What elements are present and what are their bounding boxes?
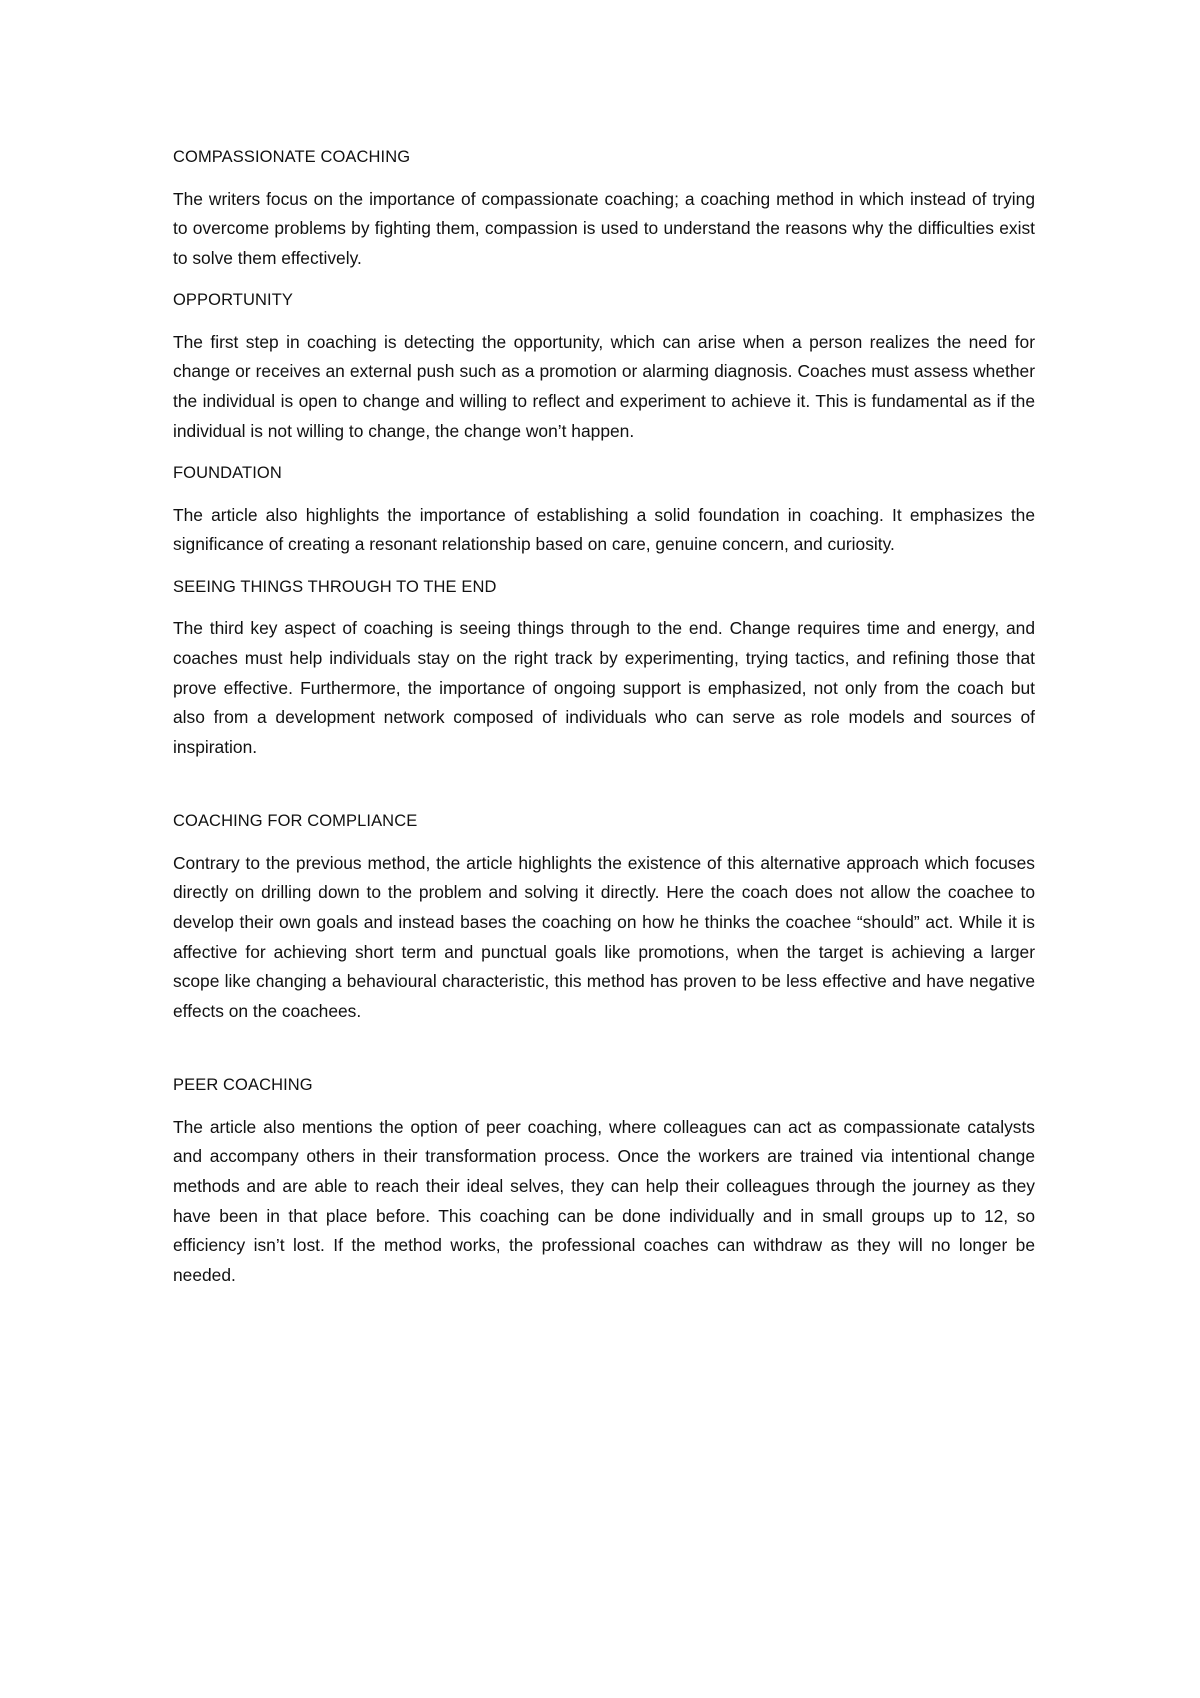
section-paragraph-foundation: The article also highlights the importance of establishing a solid foundation in coaching. It emphasizes the significance of creating a resonant relationship based on care, genuine concern, and curiosity. (173, 504, 1035, 555)
section-heading-foundation: FOUNDATION (173, 464, 282, 483)
section-paragraph-opportunity: The first step in coaching is detecting the opportunity, which can arise when a person realizes the need for change or receives an external push such as a promotion or alarming diagnosis. Coaches must assess whether the individual is open to change and willing to reflect and experiment to achieve it. This is fundamental as if the individual is not willing to change, the change won’t happen. (173, 331, 1035, 441)
section-heading-compassionate-coaching: COMPASSIONATE COACHING (173, 148, 411, 166)
document-body (173, 143, 1035, 1303)
section-heading-peer-coaching: PEER COACHING (173, 1076, 313, 1095)
section-paragraph-peer-coaching: The article also mentions the option of peer coaching, where colleagues can act as compassionate catalysts and accompany others in their transformation process. Once the workers are trained via intentional change methods and are able to reach their ideal selves, they can help their colleagues through the journey as they have been in that place before. This coaching can be done individually and in small groups up to 12, so efficiency isn’t lost. If the method works, the professional coaches can withdraw as they will no longer be needed. (173, 1116, 1035, 1285)
blank-line (173, 775, 1035, 807)
section-paragraph-compassionate-coaching: The writers focus on the importance of compassionate coaching; a coaching method in which instead of trying to overcome problems by fighting them, compassion is used to understand the reasons why the difficulties exist to solve them effectively. (173, 188, 1035, 268)
section-heading-coaching-for-compliance: COACHING FOR COMPLIANCE (173, 812, 418, 831)
section-heading-seeing-things-through: SEEING THINGS THROUGH TO THE END (173, 577, 497, 596)
blank-line (173, 1039, 1035, 1071)
section-paragraph-coaching-for-compliance: Contrary to the previous method, the article highlights the existence of this alternative approach which focuses directly on drilling down to the problem and solving it directly. Here the coach does not allow the coachee to develop their own goals and instead bases the coaching on how he thinks the coachee “should” act. While it is affective for achieving short term and punctual goals like promotions, when the target is achieving a larger scope like changing a behavioural characteristic, this method has proven to be less effective and have negative effects on the coachees. (173, 852, 1035, 1021)
section-heading-opportunity: OPPORTUNITY (173, 291, 293, 310)
section-paragraph-seeing-things-through: The third key aspect of coaching is seeing things through to the end. Change requires time and energy, and coaches must help individuals stay on the right track by experimenting, trying tactics, and refining those that prove effective. Furthermore, the importance of ongoing support is emphasized, not only from the coach but also from a development network composed of individuals who can serve as role models and sources of inspiration. (173, 618, 1035, 757)
